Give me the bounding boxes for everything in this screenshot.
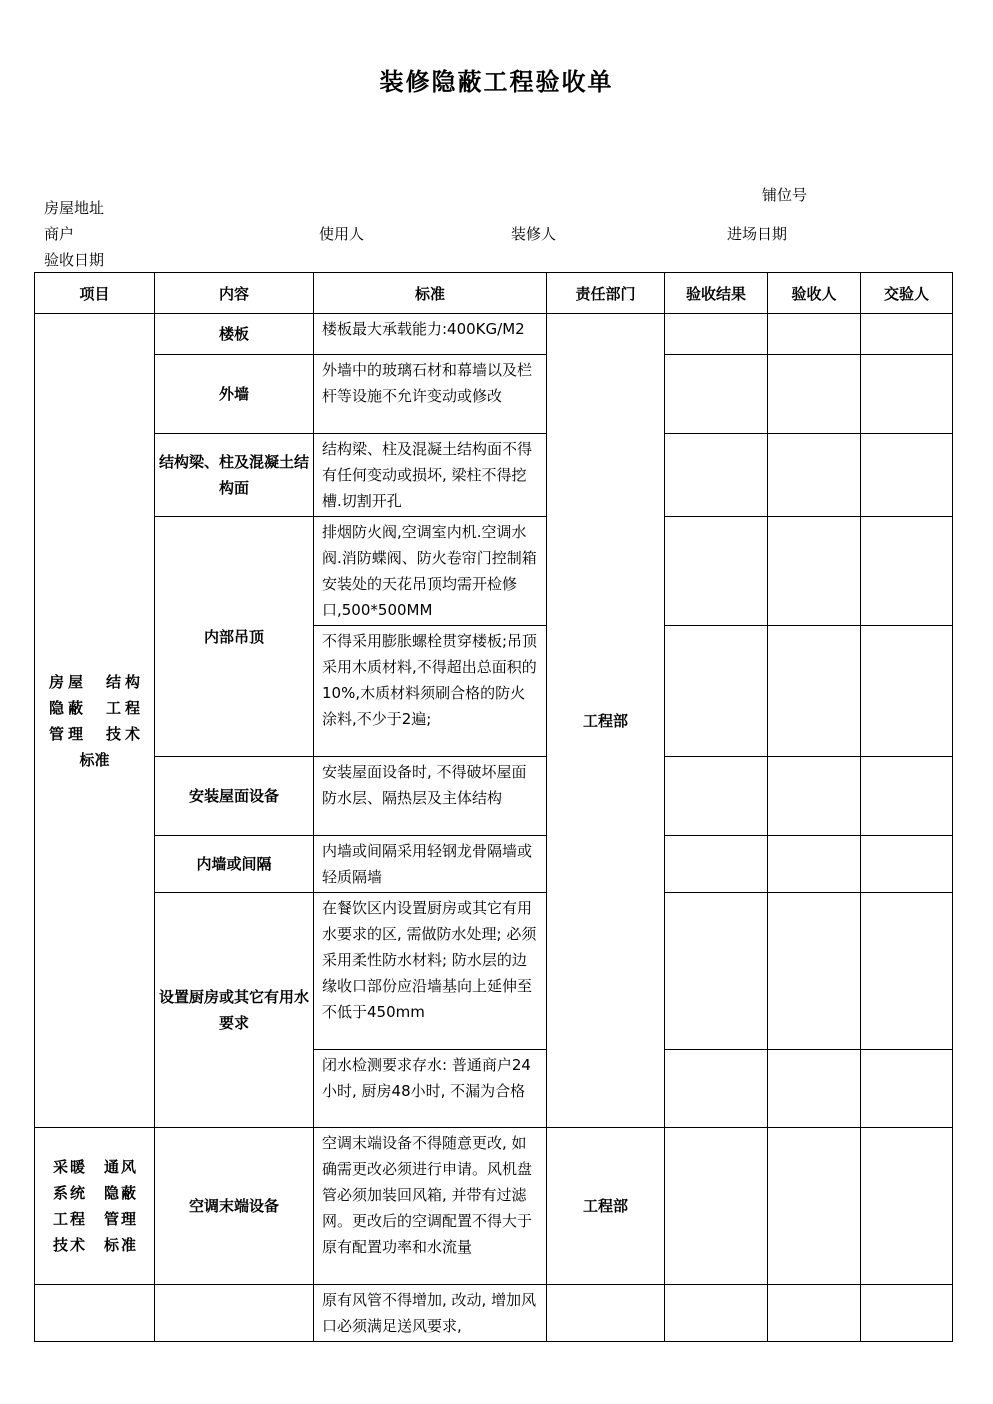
inspector-cell[interactable]: [768, 757, 861, 836]
inspector-cell[interactable]: [768, 355, 861, 434]
inspector-cell[interactable]: [768, 517, 861, 626]
handover-cell[interactable]: [861, 517, 953, 626]
inspector-cell[interactable]: [768, 1050, 861, 1128]
table-row: [35, 1285, 953, 1342]
address-label: 房屋地址: [44, 199, 105, 217]
project-cell: 房屋 结构 隐蔽 工程 管理 技术 标准: [35, 314, 155, 1128]
header-result: 验收结果: [665, 273, 768, 314]
handover-cell[interactable]: [861, 1128, 953, 1285]
entry-date-label: 进场日期: [727, 225, 788, 243]
header-content: 内容: [155, 273, 314, 314]
acceptance-table: [34, 272, 953, 1342]
standard-cell: 楼板最大承载能力:400KG/M2: [314, 314, 547, 355]
header-standard: 标准: [314, 273, 547, 314]
result-cell[interactable]: [665, 757, 768, 836]
handover-cell[interactable]: [861, 1050, 953, 1128]
content-cell: [155, 1285, 314, 1342]
table-row: [35, 1128, 953, 1285]
content-cell: 安装屋面设备: [155, 757, 314, 836]
handover-cell[interactable]: [861, 314, 953, 355]
page-title: 装修隐蔽工程验收单: [379, 68, 614, 96]
standard-cell: 不得采用膨胀螺栓贯穿楼板;吊顶采用木质材料,不得超出总面积的10%,木质材料须刷合格的防火涂料,不少于2遍;: [314, 626, 547, 757]
inspector-cell[interactable]: [768, 1128, 861, 1285]
table-row: [35, 836, 953, 893]
inspector-cell[interactable]: [768, 314, 861, 355]
handover-cell[interactable]: [861, 1285, 953, 1342]
table-row: [35, 893, 953, 1050]
result-cell[interactable]: [665, 1050, 768, 1128]
content-cell: 内部吊顶: [155, 517, 314, 757]
header-inspector: 验收人: [768, 273, 861, 314]
standard-cell: 闭水检测要求存水: 普通商户24小时, 厨房48小时, 不漏为合格: [314, 1050, 547, 1128]
standard-cell: 外墙中的玻璃石材和幕墙以及栏杆等设施不允许变动或修改: [314, 355, 547, 434]
handover-cell[interactable]: [861, 836, 953, 893]
result-cell[interactable]: [665, 626, 768, 757]
result-cell[interactable]: [665, 1128, 768, 1285]
standard-cell: 空调末端设备不得随意更改, 如确需更改必须进行申请。风机盘管必须加装回风箱, 并带有过滤网。更改后的空调配置不得大于原有配置功率和水流量: [314, 1128, 547, 1285]
header-handover: 交验人: [861, 273, 953, 314]
header-project: 项目: [35, 273, 155, 314]
inspector-cell[interactable]: [768, 836, 861, 893]
content-cell: 设置厨房或其它有用水要求: [155, 893, 314, 1128]
handover-cell[interactable]: [861, 434, 953, 517]
handover-cell[interactable]: [861, 893, 953, 1050]
dept-cell: 工程部: [547, 314, 665, 1128]
decorator-label: 装修人: [511, 225, 557, 243]
result-cell[interactable]: [665, 893, 768, 1050]
dept-cell: 工程部: [547, 1128, 665, 1285]
table-row: [35, 355, 953, 434]
inspector-cell[interactable]: [768, 626, 861, 757]
project-cell: [35, 1285, 155, 1342]
standard-cell: 原有风管不得增加, 改动, 增加风口必须满足送风要求,: [314, 1285, 547, 1342]
header-dept: 责任部门: [547, 273, 665, 314]
content-cell: 外墙: [155, 355, 314, 434]
dept-cell: [547, 1285, 665, 1342]
handover-cell[interactable]: [861, 626, 953, 757]
table-row: [35, 434, 953, 517]
merchant-label: 商户: [44, 225, 75, 243]
result-cell[interactable]: [665, 836, 768, 893]
handover-cell[interactable]: [861, 355, 953, 434]
table-row: [35, 314, 953, 355]
standard-cell: 内墙或间隔采用轻钢龙骨隔墙或轻质隔墙: [314, 836, 547, 893]
table-row: [35, 757, 953, 836]
content-cell: 结构梁、柱及混凝土结构面: [155, 434, 314, 517]
content-cell: 内墙或间隔: [155, 836, 314, 893]
result-cell[interactable]: [665, 314, 768, 355]
project-cell: 采暖 通风 系统 隐蔽 工程 管理 技术 标准: [35, 1128, 155, 1285]
header-row: [35, 273, 953, 314]
inspector-cell[interactable]: [768, 893, 861, 1050]
result-cell[interactable]: [665, 517, 768, 626]
standard-cell: 排烟防火阀,空调室内机.空调水阀.消防蝶阀、防火卷帘门控制箱安装处的天花吊顶均需开检修口,500*500MM: [314, 517, 547, 626]
content-cell: 空调末端设备: [155, 1128, 314, 1285]
content-cell: 楼板: [155, 314, 314, 355]
user-label: 使用人: [319, 225, 365, 243]
table-row: [35, 517, 953, 626]
result-cell[interactable]: [665, 355, 768, 434]
result-cell[interactable]: [665, 434, 768, 517]
result-cell[interactable]: [665, 1285, 768, 1342]
standard-cell: 安装屋面设备时, 不得破坏屋面防水层、隔热层及主体结构: [314, 757, 547, 836]
inspector-cell[interactable]: [768, 434, 861, 517]
shop-no-label: 铺位号: [762, 186, 808, 204]
inspector-cell[interactable]: [768, 1285, 861, 1342]
standard-cell: 在餐饮区内设置厨房或其它有用水要求的区, 需做防水处理; 必须采用柔性防水材料; 防水层的边缘收口部份应沿墙基向上延伸至不低于450mm: [314, 893, 547, 1050]
handover-cell[interactable]: [861, 757, 953, 836]
standard-cell: 结构梁、柱及混凝土结构面不得有任何变动或损坏, 梁柱不得挖槽.切割开孔: [314, 434, 547, 517]
accept-date-label: 验收日期: [44, 251, 105, 269]
